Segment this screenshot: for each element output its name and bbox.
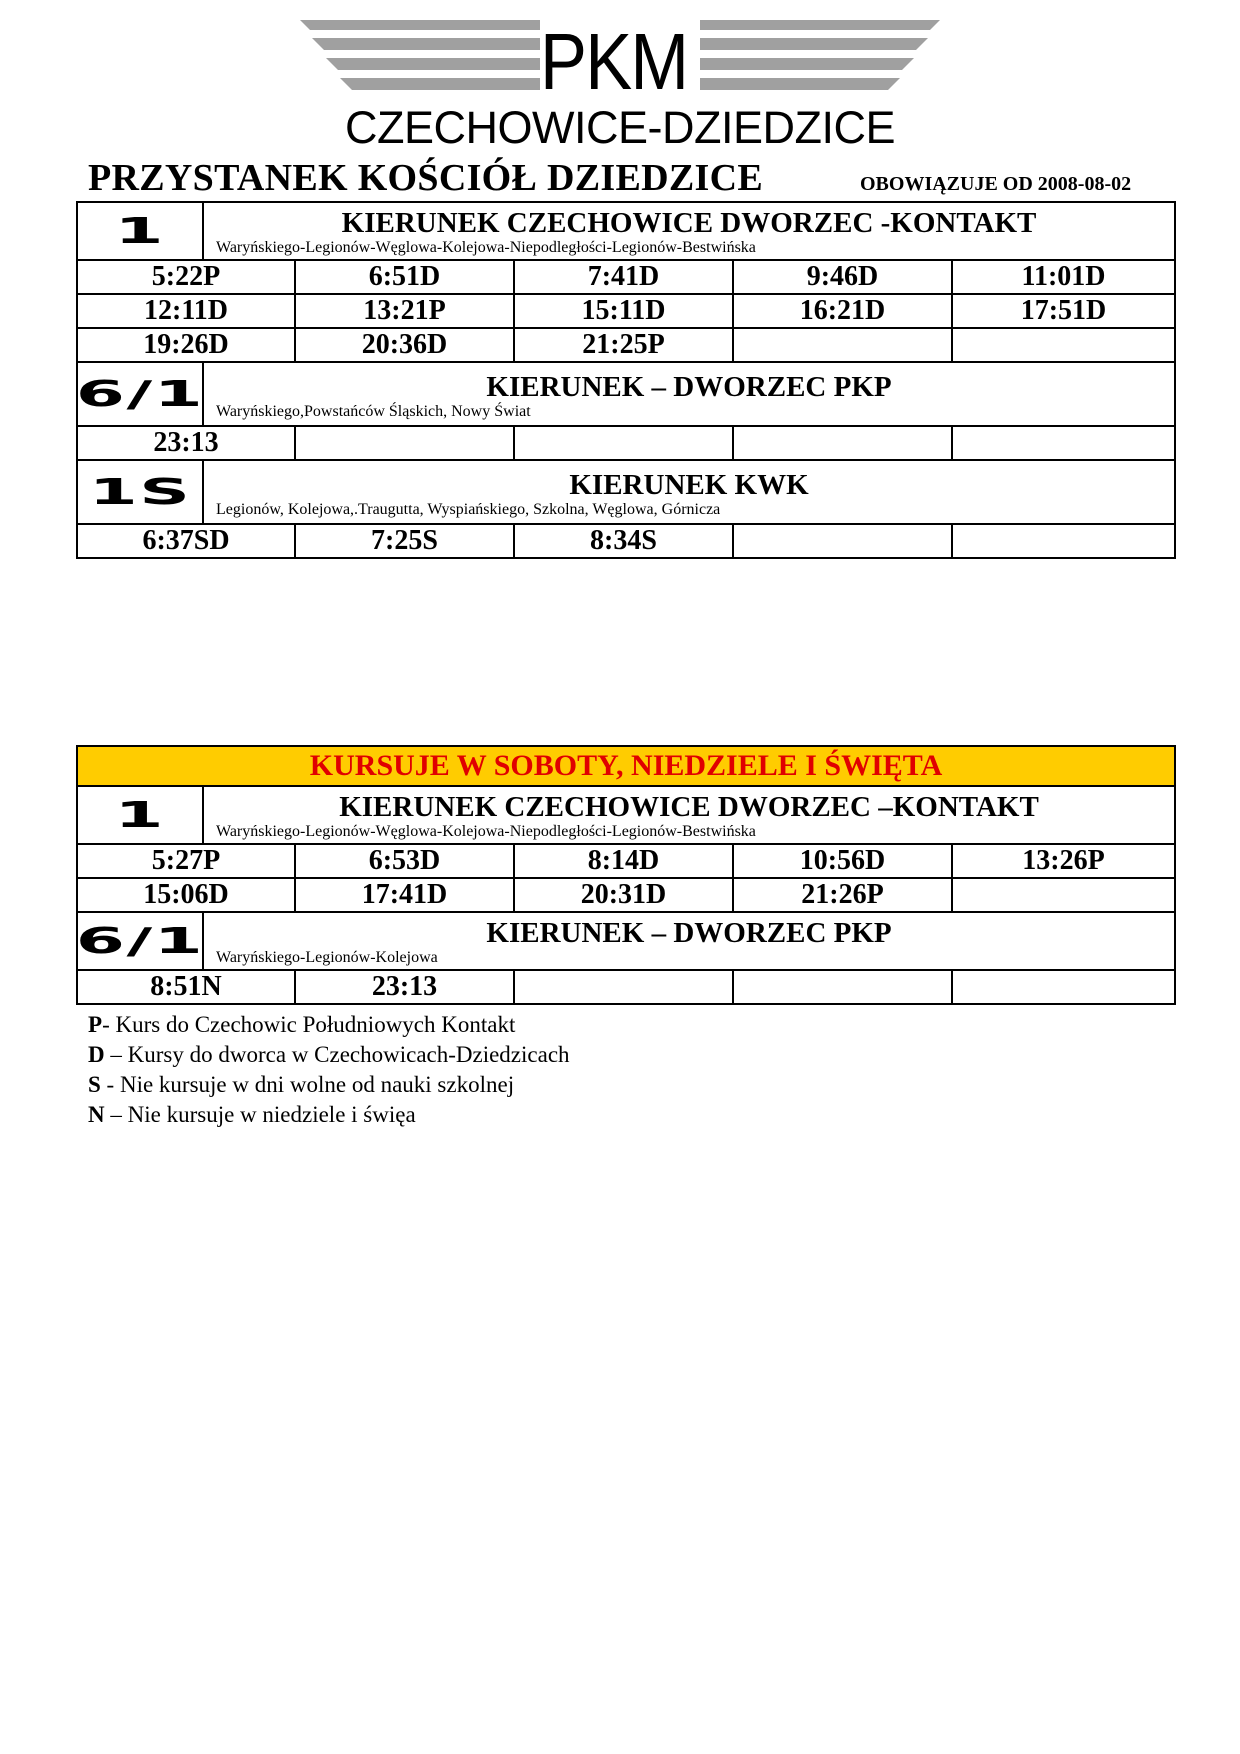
- departure-time: 17:51D: [952, 294, 1175, 328]
- line-number: 1: [77, 202, 203, 260]
- departure-time: 8:34S: [514, 524, 733, 558]
- table-row: [77, 970, 1175, 1004]
- departure-time: [952, 328, 1175, 362]
- line-header: [77, 460, 1175, 524]
- departure-time: [514, 970, 733, 1004]
- legend-item: N – Nie kursuje w niedziele i święa: [88, 1102, 416, 1127]
- table-row: [77, 328, 1175, 362]
- departure-time: [733, 524, 952, 558]
- departure-time: 8:51N: [77, 970, 295, 1004]
- line-number: 1: [77, 786, 203, 844]
- departure-time: [952, 524, 1175, 558]
- departure-time: [952, 426, 1175, 460]
- departure-time: [295, 426, 514, 460]
- legend-item: S - Nie kursuje w dni wolne od nauki szkolnej: [88, 1072, 515, 1097]
- pkm-logo: [0, 0, 1240, 153]
- departure-time: [733, 426, 952, 460]
- departure-time: [952, 970, 1175, 1004]
- departure-time: 17:41D: [295, 878, 514, 912]
- legend-item: P- Kurs do Czechowic Południowych Kontakt: [88, 1012, 516, 1037]
- line-header: [77, 202, 1175, 260]
- table-row: [77, 260, 1175, 294]
- logo-letters: PKM: [540, 17, 688, 106]
- departure-time: 20:36D: [295, 328, 514, 362]
- departure-time: 15:06D: [77, 878, 295, 912]
- departure-time: 19:26D: [77, 328, 295, 362]
- departure-time: 20:31D: [514, 878, 733, 912]
- route-streets: Waryńskiego-Legionów-Węglowa-Kolejowa-Niepodległości-Legionów-Bestwińska: [216, 239, 756, 256]
- departure-time: 16:21D: [733, 294, 952, 328]
- departure-time: 21:25P: [514, 328, 733, 362]
- departure-time: 12:11D: [77, 294, 295, 328]
- departure-time: 6:53D: [295, 844, 514, 878]
- valid-from-date: OBOWIĄZUJE OD 2008-08-02: [860, 173, 1132, 195]
- table-row: [77, 878, 1175, 912]
- direction-title: KIERUNEK KWK: [569, 469, 809, 501]
- departure-time: 7:41D: [514, 260, 733, 294]
- departure-time: 6:37SD: [77, 524, 295, 558]
- direction-cell: [203, 786, 1175, 844]
- table-row: [77, 844, 1175, 878]
- departure-time: 11:01D: [952, 260, 1175, 294]
- line-header: [77, 786, 1175, 844]
- departure-time: 10:56D: [733, 844, 952, 878]
- route-streets: Waryńskiego-Legionów-Kolejowa: [216, 949, 438, 966]
- direction-cell: [203, 912, 1175, 970]
- departure-time: 23:13: [77, 426, 295, 460]
- departure-time: [952, 878, 1175, 912]
- line-number: 6/1: [77, 912, 203, 970]
- departure-time: 6:51D: [295, 260, 514, 294]
- route-streets: Waryńskiego-Legionów-Węglowa-Kolejowa-Niepodległości-Legionów-Bestwińska: [216, 823, 756, 840]
- departure-time: 5:27P: [77, 844, 295, 878]
- banner-row: [77, 746, 1175, 786]
- route-streets: Waryńskiego,Powstańców Śląskich, Nowy Świat: [216, 403, 531, 420]
- direction-title: KIERUNEK CZECHOWICE DWORZEC –KONTAKT: [339, 791, 1039, 823]
- line-number: 6/1: [77, 362, 203, 426]
- departure-time: 9:46D: [733, 260, 952, 294]
- departure-time: 21:26P: [733, 878, 952, 912]
- departure-time: 5:22P: [77, 260, 295, 294]
- departure-time: [514, 426, 733, 460]
- departure-time: [733, 970, 952, 1004]
- weekday-timetable: [76, 201, 1176, 559]
- direction-cell: [203, 460, 1175, 524]
- route-streets: Legionów, Kolejowa,.Traugutta, Wyspiańskiego, Szkolna, Węglowa, Górnicza: [216, 501, 721, 518]
- legend-item: D – Kursy do dworca w Czechowicach-Dziedzicach: [88, 1042, 570, 1067]
- departure-time: 7:25S: [295, 524, 514, 558]
- direction-title: KIERUNEK – DWORZEC PKP: [486, 917, 892, 949]
- table-row: [77, 294, 1175, 328]
- line-header: [77, 362, 1175, 426]
- departure-time: 23:13: [295, 970, 514, 1004]
- table-row: [77, 426, 1175, 460]
- weekend-banner: KURSUJE W SOBOTY, NIEDZIELE I ŚWIĘTA: [77, 746, 1175, 786]
- legend: [88, 1010, 570, 1130]
- line-header: [77, 912, 1175, 970]
- direction-cell: [203, 362, 1175, 426]
- departure-time: 15:11D: [514, 294, 733, 328]
- departure-time: [733, 328, 952, 362]
- logo-city: CZECHOWICE-DZIEDZICE: [345, 102, 895, 153]
- departure-time: 13:21P: [295, 294, 514, 328]
- direction-title: KIERUNEK CZECHOWICE DWORZEC -KONTAKT: [341, 207, 1037, 239]
- weekend-timetable: [76, 745, 1176, 1005]
- stop-title: PRZYSTANEK KOŚCIÓŁ DZIEDZICE: [88, 157, 763, 199]
- table-row: [77, 524, 1175, 558]
- direction-title: KIERUNEK – DWORZEC PKP: [486, 371, 892, 403]
- line-number: 1S: [77, 460, 203, 524]
- direction-cell: [203, 202, 1175, 260]
- departure-time: 13:26P: [952, 844, 1175, 878]
- departure-time: 8:14D: [514, 844, 733, 878]
